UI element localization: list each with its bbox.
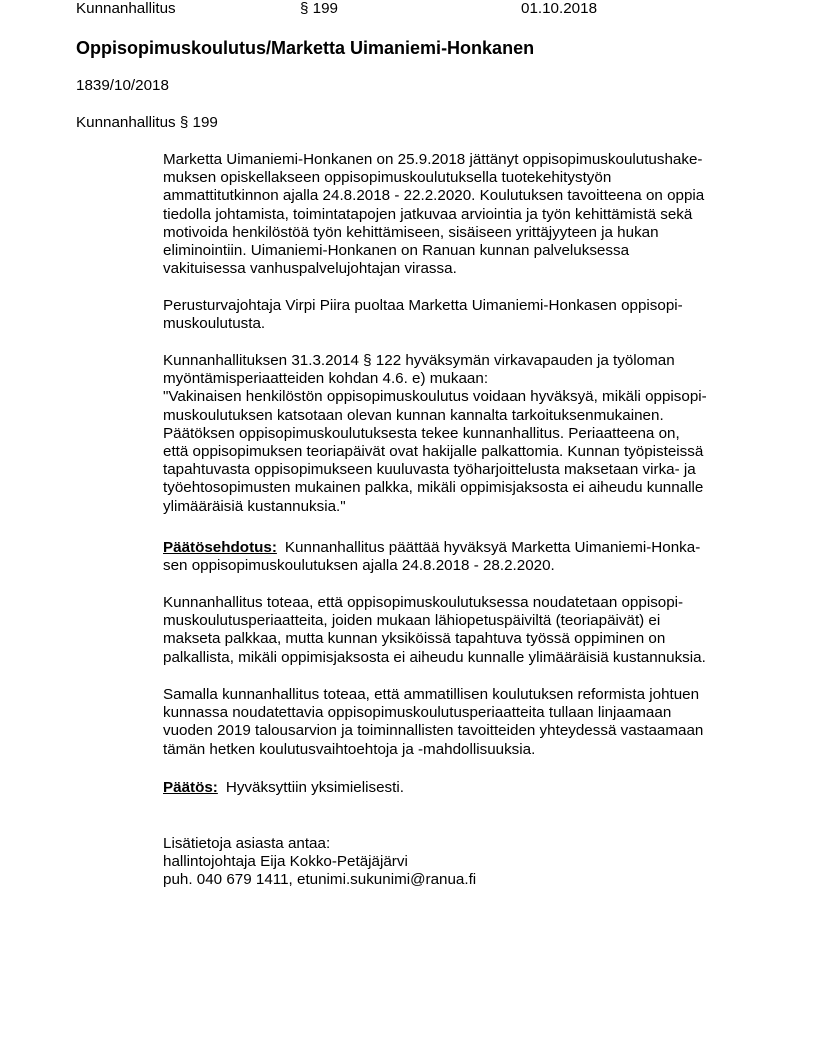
text-line: muskoulutusta. [163,315,266,333]
text-line: ylimääräisiä kustannuksia." [163,497,346,515]
text-line: Kunnanhallituksen 31.3.2014 § 122 hyväksymän virkavapauden ja työloman [163,352,675,369]
header-date: 01.10.2018 [521,0,598,17]
text-line: myöntämisperiaatteiden kohdan 4.6. e) mukaan: [163,370,489,388]
header-section: § 199 [300,0,339,17]
contact-info [163,835,476,890]
text-line: Kunnanhallitus päättää hyväksyä Marketta Uimaniemi-Honka- [284,539,701,556]
text-line: eliminointiin. Uimaniemi-Honkanen on Ranuan kunnan palveluksessa [163,241,630,259]
text-line: palkallista, mikäli oppimisjaksosta ei aiheudu kunnalle ylimääräisiä kustannuksia. [163,648,706,666]
text-line: Marketta Uimaniemi-Honkanen on 25.9.2018 jättänyt oppisopimuskoulutushake- [163,151,703,168]
text-line: tiedolla johtamista, toimintatapojen jatkuvaa arviointia ja työn kehittämistä sekä [163,205,693,223]
text-line: kunnassa noudatettavia oppisopimuskoulutusperiaatteita tullaan linjaamaan [163,704,672,722]
text-line: motivoida henkilöstöä työn kehittämiseen, sisäiseen yrittäjyyteen ja hukan [163,223,659,241]
document-number: 1839/10/2018 [76,77,169,94]
text-line: että oppisopimuksen teoriapäivät ovat hakijalle palkattomia. Kunnan työpisteissä [163,442,704,460]
text-line: muskoulutuksen katsotaan olevan kunnan kannalta tarkoituksenmukainen. [163,406,664,424]
text-line: Perusturvajohtaja Virpi Piira puoltaa Marketta Uimaniemi-Honkasen oppisopi- [163,297,683,314]
document-title: Oppisopimuskoulutus/Marketta Uimaniemi-Honkanen [76,38,535,58]
text-line: Kunnanhallitus toteaa, että oppisopimuskoulutuksessa noudatetaan oppisopi- [163,594,684,611]
text-line: tapahtuvasta oppisopimukseen kuuluvasta työharjoittelusta maksetaan virka- ja [163,461,696,479]
text-line: Lisätietoja asiasta antaa: [163,835,331,852]
paragraph-reform [163,686,703,759]
decision-label: Päätös: [163,779,218,796]
text-line: vuoden 2019 talousarvion ja toiminnallisten tavoitteiden yhteydessä vastaamaan [163,722,704,740]
text-line: vakituisessa vanhuspalvelujohtajan virassa. [163,260,457,278]
proposal-label: Päätösehdotus: [163,539,277,556]
text-line: muskoulutusperiaatteita, joiden mukaan lähiopetuspäiviltä (teoriapäivät) ei [163,612,661,630]
text-line: Samalla kunnanhallitus toteaa, että ammatillisen koulutuksen reformista johtuen [163,686,700,703]
text-line: hallintojohtaja Eija Kokko-Petäjäjärvi [163,853,408,871]
text-line: makseta palkkaa, mutta kunnan yksiköissä tapahtuva työssä oppiminen on [163,630,666,648]
decision-text: Hyväksyttiin yksimielisesti. [225,779,404,796]
text-line: muksen opiskellakseen oppisopimuskoulutuksella tuotekehitystyön [163,169,612,187]
paragraph-application [163,151,704,278]
paragraph-salary-principles [163,594,706,667]
text-line: työehtosopimusten mukainen palkka, mikäli oppimisjaksosta ei aiheudu kunnalle [163,479,704,497]
paragraph-proposal [163,539,700,575]
paragraph-recommendation [163,297,683,333]
paragraph-principles [163,352,707,516]
header-organ: Kunnanhallitus [76,0,176,17]
text-line: "Vakinaisen henkilöstön oppisopimuskoulutus voidaan hyväksyä, mikäli oppisopi- [163,388,707,406]
text-line: sen oppisopimuskoulutuksen ajalla 24.8.2018 - 28.2.2020. [163,557,555,575]
text-line: tämän hetken koulutusvaihtoehtoja ja -mahdollisuuksia. [163,740,536,758]
text-line: ammattitutkinnon ajalla 24.8.2018 - 22.2.2020. Koulutuksen tavoitteena on oppia [163,187,705,205]
text-line: puh. 040 679 1411, etunimi.sukunimi@ranua.fi [163,871,477,889]
text-line: Päätöksen oppisopimuskoulutuksesta tekee kunnanhallitus. Periaatteena on, [163,424,680,442]
paragraph-decision [163,779,404,797]
section-reference: Kunnanhallitus § 199 [76,114,218,131]
